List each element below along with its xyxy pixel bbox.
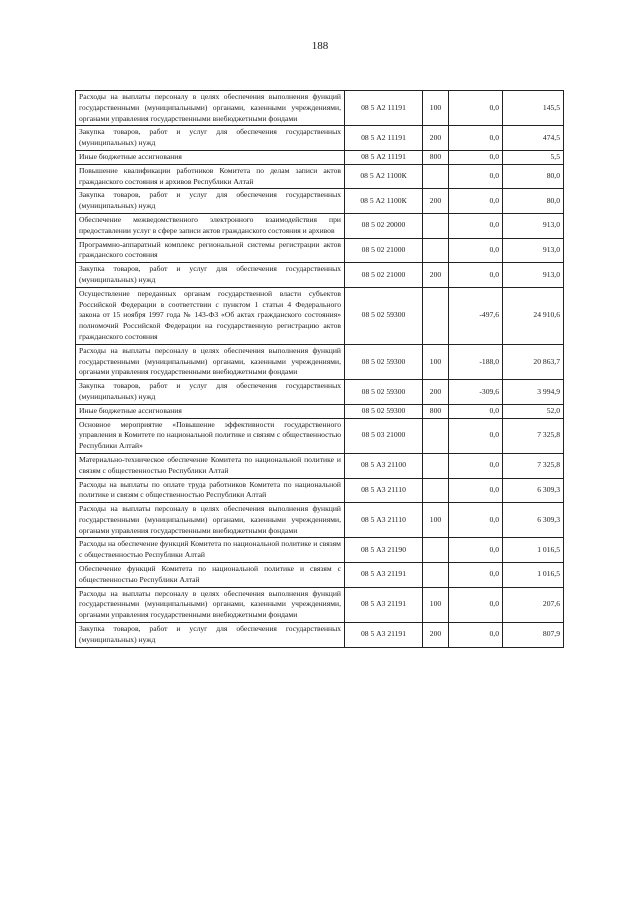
row-code-cell: 08 5 А3 21190 <box>345 538 423 563</box>
row-name-cell: Расходы на выплаты персоналу в целях обеспечения выполнения функций государственными (муниципальными) органами, казенными учреждениями, органами управления государственными внебюджетными фондами <box>76 91 345 126</box>
row-total-cell: 20 863,7 <box>503 344 564 379</box>
row-expense-type-cell <box>423 418 449 453</box>
row-change-cell: 0,0 <box>449 418 503 453</box>
row-expense-type-cell <box>423 478 449 503</box>
row-total-cell: 52,0 <box>503 404 564 418</box>
row-change-cell: 0,0 <box>449 404 503 418</box>
row-total-cell: 1 016,5 <box>503 563 564 588</box>
budget-table <box>75 90 564 648</box>
row-code-cell: 08 5 А3 21110 <box>345 478 423 503</box>
table-row <box>76 418 564 453</box>
row-total-cell: 6 309,3 <box>503 503 564 538</box>
row-change-cell: 0,0 <box>449 164 503 189</box>
row-change-cell: 0,0 <box>449 478 503 503</box>
row-expense-type-cell <box>423 453 449 478</box>
row-total-cell: 913,0 <box>503 238 564 263</box>
row-name-cell: Материально-техническое обеспечение Комитета по национальной политике и связям с общественностью Республики Алтай <box>76 453 345 478</box>
budget-table-body <box>76 91 564 648</box>
row-name-cell: Закупка товаров, работ и услуг для обеспечения государственных (муниципальных) нужд <box>76 380 345 405</box>
row-code-cell: 08 5 А3 21191 <box>345 587 423 622</box>
row-expense-type-cell: 100 <box>423 503 449 538</box>
row-expense-type-cell: 800 <box>423 150 449 164</box>
table-row <box>76 623 564 648</box>
row-change-cell: -497,6 <box>449 287 503 344</box>
table-row <box>76 563 564 588</box>
row-code-cell: 08 5 А3 21110 <box>345 503 423 538</box>
row-expense-type-cell <box>423 563 449 588</box>
table-row <box>76 453 564 478</box>
row-code-cell: 08 5 02 59300 <box>345 380 423 405</box>
row-name-cell: Иные бюджетные ассигнования <box>76 404 345 418</box>
page-number: 188 <box>311 40 329 52</box>
row-change-cell: 0,0 <box>449 503 503 538</box>
row-change-cell: 0,0 <box>449 189 503 214</box>
row-name-cell: Расходы на выплаты по оплате труда работников Комитета по национальной политике и связям с общественностью Республики Алтай <box>76 478 345 503</box>
row-expense-type-cell: 100 <box>423 91 449 126</box>
row-code-cell: 08 5 02 59300 <box>345 404 423 418</box>
row-name-cell: Повышение квалификации работников Комитета по делам записи актов гражданского состояния и архивов Республики Алтай <box>76 164 345 189</box>
table-row <box>76 538 564 563</box>
row-name-cell: Расходы на выплаты персоналу в целях обеспечения выполнения функций государственными (муниципальными) органами, казенными учреждениями, органами управления государственными внебюджетными фондами <box>76 503 345 538</box>
row-change-cell: 0,0 <box>449 238 503 263</box>
row-name-cell: Обеспечение функций Комитета по национальной политике и связям с общественностью Республики Алтай <box>76 563 345 588</box>
row-name-cell: Программно-аппаратный комплекс региональной системы регистрации актов гражданского состояния <box>76 238 345 263</box>
row-total-cell: 145,5 <box>503 91 564 126</box>
row-code-cell: 08 5 02 21000 <box>345 238 423 263</box>
table-row <box>76 404 564 418</box>
row-total-cell: 913,0 <box>503 213 564 238</box>
row-code-cell: 08 5 03 21000 <box>345 418 423 453</box>
row-code-cell: 08 5 02 59300 <box>345 287 423 344</box>
row-code-cell: 08 5 А2 1100К <box>345 164 423 189</box>
row-total-cell: 24 910,6 <box>503 287 564 344</box>
row-expense-type-cell: 200 <box>423 126 449 151</box>
table-row <box>76 263 564 288</box>
row-expense-type-cell: 100 <box>423 344 449 379</box>
row-code-cell: 08 5 А2 11191 <box>345 91 423 126</box>
table-row <box>76 164 564 189</box>
table-row <box>76 380 564 405</box>
row-change-cell: 0,0 <box>449 453 503 478</box>
row-name-cell: Расходы на обеспечение функций Комитета по национальной политике и связям с общественностью Республики Алтай <box>76 538 345 563</box>
row-name-cell: Закупка товаров, работ и услуг для обеспечения государственных (муниципальных) нужд <box>76 126 345 151</box>
table-row <box>76 344 564 379</box>
row-total-cell: 207,6 <box>503 587 564 622</box>
row-change-cell: -309,6 <box>449 380 503 405</box>
row-code-cell: 08 5 02 21000 <box>345 263 423 288</box>
row-name-cell: Обеспечение межведомственного электронного взаимодействия при предоставлении услуг в сфере записи актов гражданского состояния и архивов <box>76 213 345 238</box>
table-row <box>76 587 564 622</box>
table-row <box>76 91 564 126</box>
row-total-cell: 807,9 <box>503 623 564 648</box>
row-code-cell: 08 5 А2 11191 <box>345 150 423 164</box>
row-code-cell: 08 5 02 20000 <box>345 213 423 238</box>
table-row <box>76 503 564 538</box>
table-row <box>76 126 564 151</box>
row-code-cell: 08 5 02 59300 <box>345 344 423 379</box>
row-name-cell: Закупка товаров, работ и услуг для обеспечения государственных (муниципальных) нужд <box>76 263 345 288</box>
row-expense-type-cell: 800 <box>423 404 449 418</box>
row-total-cell: 6 309,3 <box>503 478 564 503</box>
row-change-cell: 0,0 <box>449 91 503 126</box>
row-total-cell: 5,5 <box>503 150 564 164</box>
table-row <box>76 287 564 344</box>
row-total-cell: 7 325,8 <box>503 453 564 478</box>
row-expense-type-cell <box>423 538 449 563</box>
row-change-cell: -188,0 <box>449 344 503 379</box>
row-change-cell: 0,0 <box>449 538 503 563</box>
row-total-cell: 80,0 <box>503 164 564 189</box>
row-code-cell: 08 5 А2 11191 <box>345 126 423 151</box>
row-expense-type-cell <box>423 238 449 263</box>
row-total-cell: 1 016,5 <box>503 538 564 563</box>
row-change-cell: 0,0 <box>449 623 503 648</box>
row-expense-type-cell <box>423 164 449 189</box>
table-row <box>76 478 564 503</box>
row-total-cell: 80,0 <box>503 189 564 214</box>
row-code-cell: 08 5 А2 1100К <box>345 189 423 214</box>
row-change-cell: 0,0 <box>449 150 503 164</box>
row-expense-type-cell: 200 <box>423 189 449 214</box>
row-name-cell: Закупка товаров, работ и услуг для обеспечения государственных (муниципальных) нужд <box>76 189 345 214</box>
table-row <box>76 213 564 238</box>
row-change-cell: 0,0 <box>449 263 503 288</box>
row-code-cell: 08 5 А3 21100 <box>345 453 423 478</box>
row-name-cell: Расходы на выплаты персоналу в целях обеспечения выполнения функций государственными (муниципальными) органами, казенными учреждениями, органами управления государственными внебюджетными фондами <box>76 587 345 622</box>
row-expense-type-cell: 200 <box>423 623 449 648</box>
row-expense-type-cell: 200 <box>423 380 449 405</box>
table-row <box>76 150 564 164</box>
row-name-cell: Основное мероприятие «Повышение эффективности государственного управления в Комитете по национальной политике и связям с общественностью Республики Алтай» <box>76 418 345 453</box>
row-total-cell: 913,0 <box>503 263 564 288</box>
row-expense-type-cell: 100 <box>423 587 449 622</box>
row-code-cell: 08 5 А3 21191 <box>345 563 423 588</box>
row-name-cell: Закупка товаров, работ и услуг для обеспечения государственных (муниципальных) нужд <box>76 623 345 648</box>
row-code-cell: 08 5 А3 21191 <box>345 623 423 648</box>
row-change-cell: 0,0 <box>449 126 503 151</box>
row-change-cell: 0,0 <box>449 587 503 622</box>
row-expense-type-cell: 200 <box>423 263 449 288</box>
row-expense-type-cell <box>423 287 449 344</box>
row-change-cell: 0,0 <box>449 563 503 588</box>
table-row <box>76 189 564 214</box>
row-expense-type-cell <box>423 213 449 238</box>
row-total-cell: 474,5 <box>503 126 564 151</box>
row-change-cell: 0,0 <box>449 213 503 238</box>
row-total-cell: 7 325,8 <box>503 418 564 453</box>
row-name-cell: Осуществление переданных органам государственной власти субъектов Российской Федерации в соответствии с пунктом 1 статьи 4 Федерального закона от 15 ноября 1997 года № 143-ФЗ «Об актах гражданского состояния» полномочий Российской Федерации на государственную регистрацию актов гражданского состояния <box>76 287 345 344</box>
row-total-cell: 3 994,9 <box>503 380 564 405</box>
row-name-cell: Иные бюджетные ассигнования <box>76 150 345 164</box>
row-name-cell: Расходы на выплаты персоналу в целях обеспечения выполнения функций государственными (муниципальными) органами, казенными учреждениями, органами управления государственными внебюджетными фондами <box>76 344 345 379</box>
table-row <box>76 238 564 263</box>
